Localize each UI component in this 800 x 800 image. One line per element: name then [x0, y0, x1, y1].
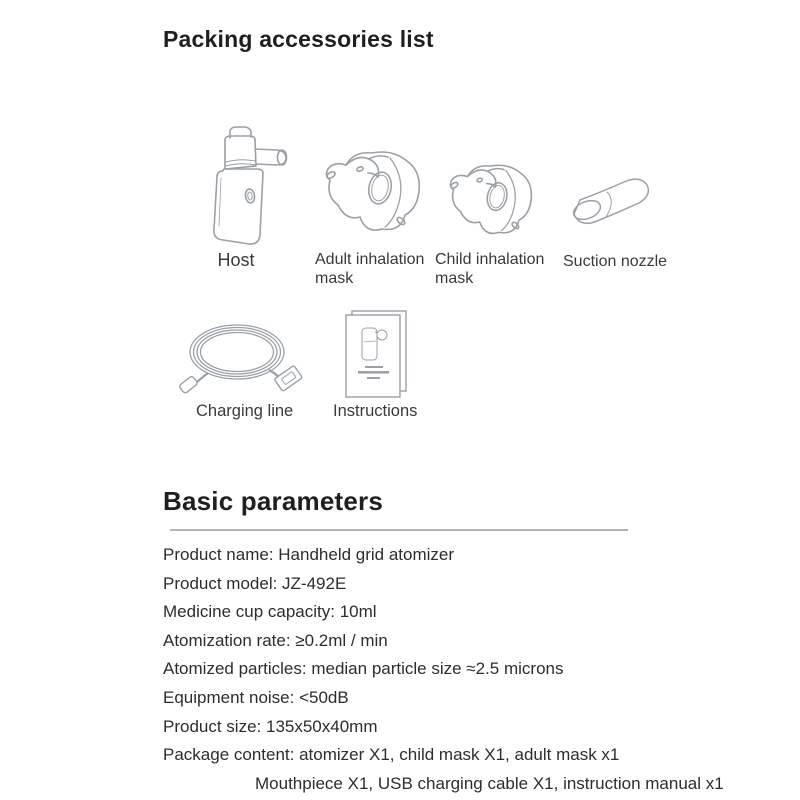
- instruction-manual-illustration: [341, 308, 411, 400]
- param-product-model: Product model: JZ-492E: [163, 573, 347, 593]
- section-divider: [170, 529, 628, 531]
- nebulizer-host-illustration: [197, 124, 297, 248]
- param-package-content-line1: Package content: atomizer X1, child mask X1, adult mask x1: [163, 745, 620, 765]
- adult-mask-icon: [316, 146, 430, 240]
- instruction-manual-icon: [341, 308, 411, 400]
- param-package-content-line2: Mouthpiece X1, USB charging cable X1, instruction manual x1: [255, 773, 724, 793]
- instruction-manual-label: Instructions: [333, 402, 418, 420]
- suction-nozzle-icon: [566, 172, 656, 236]
- child-mask-label: Child inhalation mask: [435, 251, 545, 287]
- param-atomization-rate: Atomization rate: ≥0.2ml / min: [163, 630, 388, 650]
- host-label: Host: [217, 250, 255, 270]
- param-equipment-noise: Equipment noise: <50dB: [163, 687, 349, 707]
- child-mask-illustration: [440, 160, 542, 242]
- param-product-size: Product size: 135x50x40mm: [163, 716, 378, 736]
- adult-mask-label: Adult inhalation mask: [315, 251, 425, 287]
- nebulizer-host-icon: [197, 124, 297, 248]
- param-cup-capacity: Medicine cup capacity: 10ml: [163, 602, 377, 622]
- adult-mask-illustration: [316, 146, 430, 240]
- suction-nozzle-label: Suction nozzle: [563, 253, 668, 270]
- parameters-list: [163, 541, 724, 798]
- suction-nozzle-illustration: [566, 172, 656, 236]
- child-mask-icon: [440, 160, 542, 242]
- charging-cable-illustration: [174, 316, 306, 400]
- charging-cable-icon: [174, 316, 306, 400]
- parameters-section-title: Basic parameters: [163, 486, 383, 516]
- packing-section-title: Packing accessories list: [163, 26, 434, 52]
- param-product-name: Product name: Handheld grid atomizer: [163, 545, 455, 564]
- param-particle-size: Atomized particles: median particle size ≈2.5 microns: [163, 659, 564, 679]
- charging-cable-label: Charging line: [196, 402, 294, 420]
